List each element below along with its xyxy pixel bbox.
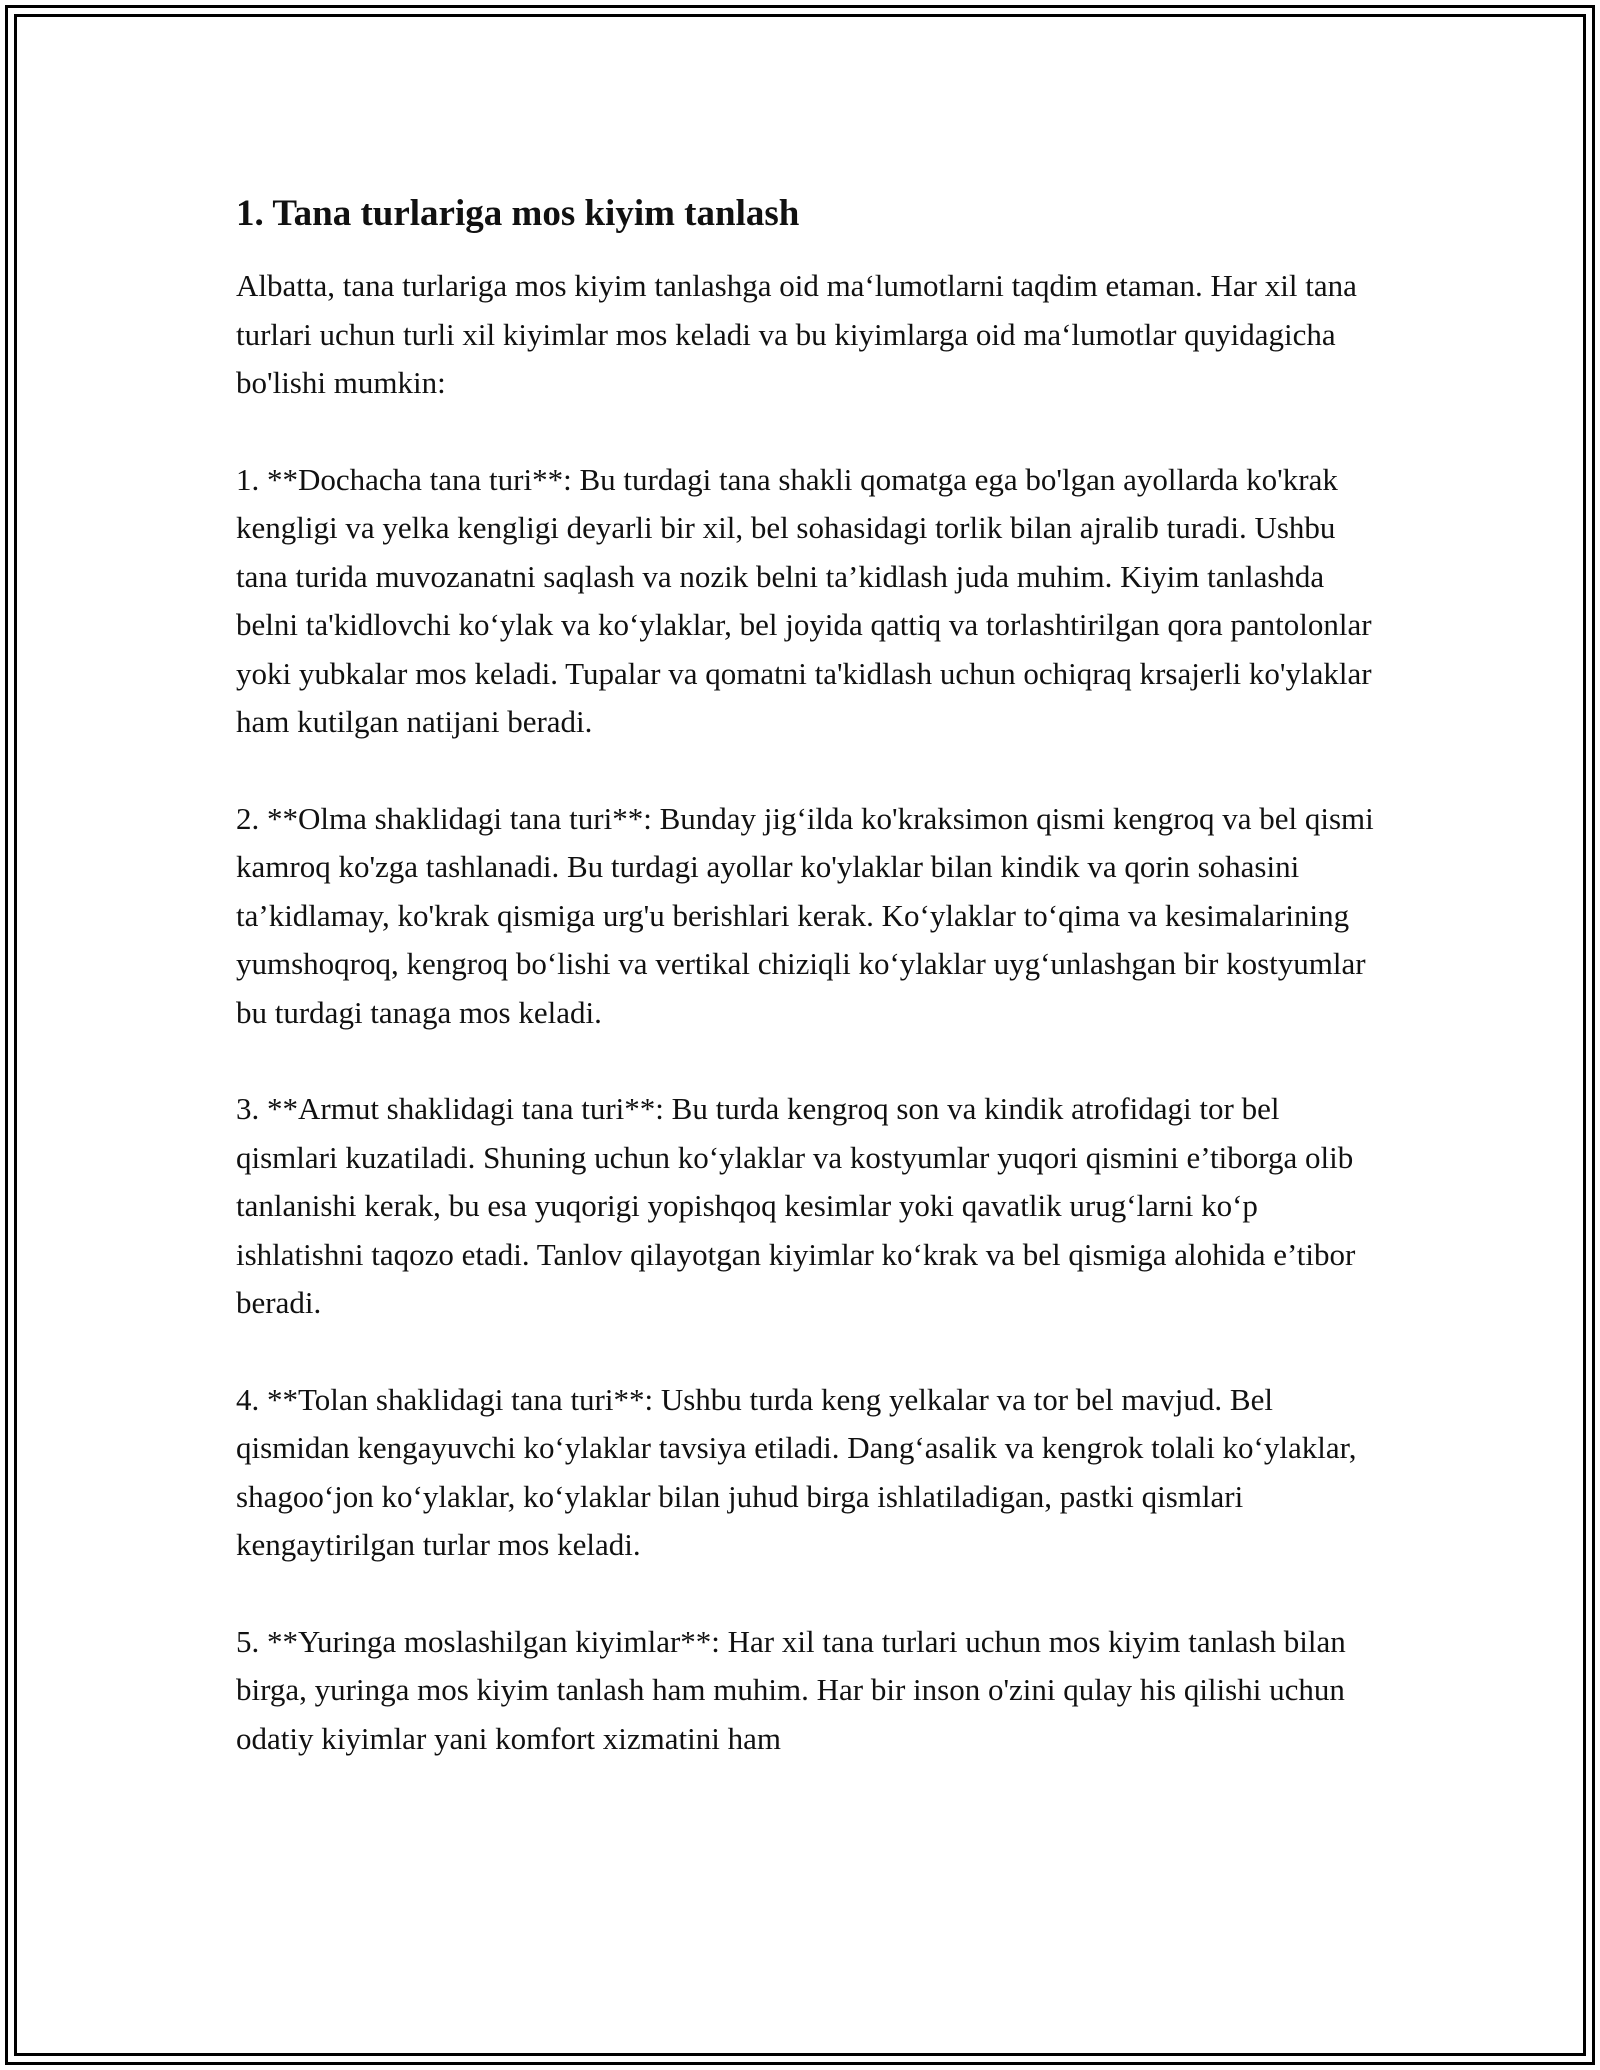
paragraph-item-2: 2. **Olma shaklidagi tana turi**: Bunday jig‘ilda ko'kraksimon qismi kengroq va bel qismi kamroq ko'zga tashlanadi. Bu turdagi ayollar ko'ylaklar bilan kindik va qorin sohasini ta’kidlamay, ko'krak qismiga urg'u berishlari kerak. Ko‘ylaklar to‘qima va kesimalarining yumshoqroq, kengroq bo‘lishi va vertikal chiziqli ko‘ylaklar uyg‘unlashgan bir kostyumlar bu turdagi tanaga mos keladi. — [236, 800, 1374, 1030]
paragraph-item-1: 1. **Dochacha tana turi**: Bu turdagi tana shakli qomatga ega bo'lgan ayollarda ko'krak kengligi va yelka kengligi deyarli bir xil, bel sohasidagi torlik bilan ajralib turadi. Ushbu tana turida muvozanatni saqlash va nozik belni ta’kidlash juda muhim. Kiyim tanlashda belni ta'kidlovchi ko‘ylak va ko‘ylaklar, bel joyida qattiq va torlashtirilgan qora pantolonlar yoki yubkalar mos keladi. Tupalar va qomatni ta'kidlash uchun ochiqraq krsajerli ko'ylaklar ham kutilgan natijani beradi. — [236, 461, 1372, 739]
paragraph-intro: Albatta, tana turlariga mos kiyim tanlashga oid ma‘lumotlarni taqdim etaman. Har xil tana turlari uchun turli xil kiyimlar mos keladi va bu kiyimlarga oid ma‘lumotlar quyidagicha bo'lishi mumkin: — [236, 268, 1357, 400]
document-title: 1. Tana turlariga mos kiyim tanlash — [236, 193, 800, 234]
paragraph-item-3: 3. **Armut shaklidagi tana turi**: Bu turda kengroq son va kindik atrofidagi tor bel qismlari kuzatiladi. Shuning uchun ko‘ylaklar va kostyumlar yuqori qismini e’tiborga olib tanlanishi kerak, bu esa yuqorigi yopishqoq kesimlar yoki qavatlik urug‘larni ko‘p ishlatishni taqozo etadi. Tanlov qilayotgan kiyimlar ko‘krak va bel qismiga alohida e’tibor beradi. — [236, 1091, 1356, 1320]
document-body — [236, 188, 1376, 1811]
paragraph-item-5: 5. **Yuringa moslashilgan kiyimlar**: Har xil tana turlari uchun mos kiyim tanlash bilan birga, yuringa mos kiyim tanlash ham muhim. Har bir inson o'zini qulay his qilishi uchun odatiy kiyimlar yani komfort xizmatini ham — [236, 1623, 1346, 1756]
paragraph-item-4: 4. **Tolan shaklidagi tana turi**: Ushbu turda keng yelkalar va tor bel mavjud. Bel qismidan kengayuvchi ko‘ylaklar tavsiya etiladi. Dang‘asalik va kengrok tolali ko‘ylaklar, shagoo‘jon ko‘ylaklar, ko‘ylaklar bilan juhud birga ishlatiladigan, pastki qismlari kengaytirilgan turlar mos keladi. — [236, 1381, 1357, 1562]
